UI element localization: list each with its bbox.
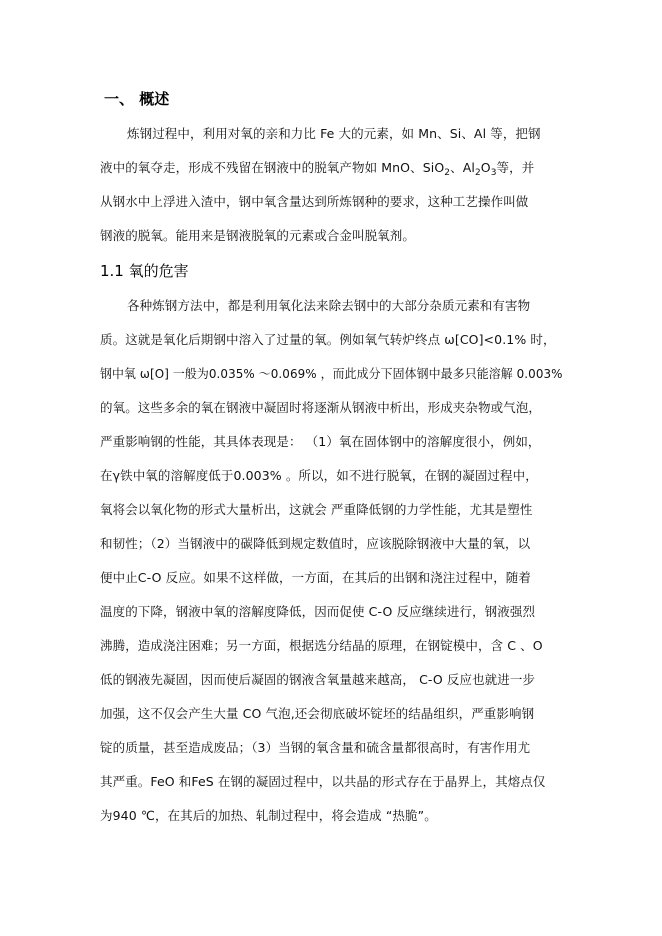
subscript: 2 xyxy=(474,168,481,178)
subscript: 2 xyxy=(444,168,451,178)
paragraph-line: 从钢水中上浮进入渣中，钢中氧含量达到所炼钢种的要求，这种工艺操作叫做 xyxy=(100,194,529,209)
section-heading: 一、 概述 xyxy=(104,90,170,108)
paragraph-line-text: 等，并 xyxy=(496,160,535,175)
paragraph-line-text: O xyxy=(480,160,491,175)
paragraph-line: 各种炼钢方法中，都是利用氧化法来除去钢中的大部分杂质元素和有害物 xyxy=(127,298,531,313)
paragraph-line: 和韧性；（2）当钢液中的碳降低到规定数值时，应该脱除钢液中大量的氧，以 xyxy=(100,536,531,551)
paragraph-line xyxy=(100,158,534,176)
paragraph-line-text: 、Al xyxy=(450,160,475,175)
paragraph-line: 温度的下降，钢液中氧的溶解度降低，因而促使 C-O 反应继续进行，钢液强烈 xyxy=(100,604,536,619)
paragraph-line: 为940 ℃，在其后的加热、轧制过程中，将会造成 “热脆”。 xyxy=(100,808,437,823)
paragraph-line: 在γ铁中氧的溶解度低于0.003% 。所以，如不进行脱氧，在钢的凝固过程中， xyxy=(100,468,538,483)
paragraph-line: 钢液的脱氧。能用来是钢液脱氧的元素或合金叫脱氧剂。 xyxy=(100,228,416,243)
paragraph-line: 质。这就是氧化后期钢中溶入了过量的氧。例如氧气转炉终点 ω[CO]<0.1% 时， xyxy=(100,332,556,347)
paragraph-line: 其严重。FeO 和FeS 在钢的凝固过程中，以共晶的形式存在于晶界上，其熔点仅 xyxy=(100,774,546,789)
subscript: 3 xyxy=(490,168,497,178)
paragraph-line-text: 液中的氧夺走，形成不残留在钢液中的脱氧产物如 MnO、SiO xyxy=(100,160,445,175)
paragraph-line: 的氧。这些多余的氧在钢液中凝固时将逐渐从钢液中析出，形成夹杂物或气泡， xyxy=(100,400,542,415)
paragraph-line: 便中止C-O 反应。如果不这样做，一方面，在其后的出钢和浇注过程中，随着 xyxy=(100,570,531,585)
paragraph-line: 锭的质量，甚至造成废品；（3）当钢的氧含量和硫含量都很高时，有害作用尤 xyxy=(100,740,531,755)
paragraph-line: 氧将会以氧化物的形式大量析出，这就会 严重降低钢的力学性能，尤其是塑性 xyxy=(100,502,533,517)
paragraph-line: 低的钢液先凝固，因而使后凝固的钢液含氧量越来越高， C-O 反应也就进一步 xyxy=(100,672,536,687)
subsection-heading: 1.1 氧的危害 xyxy=(100,262,189,280)
paragraph-line: 沸腾，造成浇注困难；另一方面，根据选分结晶的原理，在钢锭模中，含 C 、O xyxy=(100,638,543,653)
paragraph-line: 钢中氧 ω[O] 一般为0.035% ～0.069% ，而此成分下固体钢中最多只能溶解 0.003% xyxy=(100,366,563,381)
paragraph-line: 严重影响钢的性能，其具体表现是： （1）氧在固体钢中的溶解度很小，例如， xyxy=(100,434,541,449)
paragraph-line: 加强，这不仅会产生大量 CO 气泡,还会彻底破坏锭坯的结晶组织，严重影响钢 xyxy=(100,706,535,721)
paragraph-line: 炼钢过程中，利用对氧的亲和力比 Fe 大的元素，如 Mn、Si、Al 等，把钢 xyxy=(127,126,541,141)
